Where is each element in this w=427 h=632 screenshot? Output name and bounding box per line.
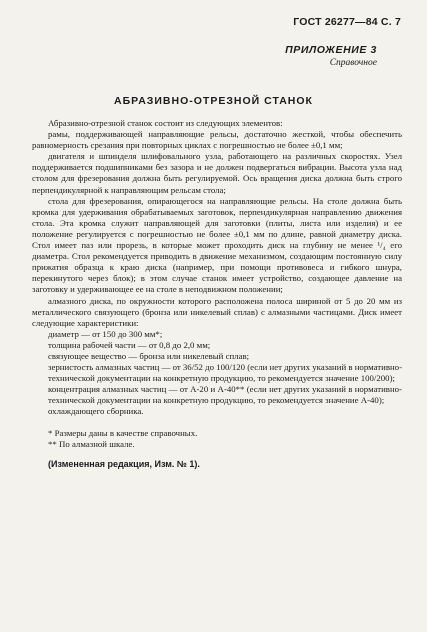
footnote: ** По алмазной шкале. [48,438,135,449]
spec-item: диаметр — от 150 до 300 мм*; [48,328,163,339]
paragraph: двигателя и шпинделя шлифовального узла, работающего на различных скоростях. Узел поддерживается подшипниками без зазора и не должен подвергаться вибрации. Высота узла над столом для фрезерования должна быть регулируемой. Ось вращения диска должна быть строго перпендикулярной к направляющим рельсам стола; [32,151,402,195]
spec-item: связующее вещество — бронза или никелевый сплав; [48,350,250,361]
section-title: АБРАЗИВНО-ОТРЕЗНОЙ СТАНОК [114,95,313,107]
spec-item: зернистость алмазных частиц — от 36/52 до 100/120 (если нет других указаний в нормативно-технической документации на конкретную продукцию, то рекомендуется значение 100/200); [48,362,403,384]
footnote: * Размеры даны в качестве справочных. [48,427,198,438]
appendix-label: ПРИЛОЖЕНИЕ 3 [285,44,377,56]
footnotes [32,428,402,450]
appendix-note: Справочное [329,58,377,68]
standard-reference: ГОСТ 26277—84 С. 7 [293,16,401,28]
spec-item: толщина рабочей части — от 0,8 до 2,0 мм; [48,339,211,350]
disk-spec-list [32,329,402,418]
paragraph: Абразивно-отрезной станок состоит из следующих элементов: [48,118,283,128]
paragraph: стола для фрезерования, опирающегося на направляющие рельсы. На столе должна быть кромка для удерживания обрабатываемых заготовок, перпендикулярная направлению движения стола. Эта кромка служит направляющей для заготовки (плиты, листа или изделия) и ее положение регулируется с погрешностью не более ±0,1 мм по длине, равной диаметру диска. Стол имеет паз или прорезь, в которые может проходить диск на глубину не менее ¹/₄ его диаметра. Стол рекомендуется приводить в движение механизмом, создающим постоянную силу прижатия образца к краю диска (например, при помощи противовеса и гибкого шнура, перекинутого через блок); в этом случае станок имеет устройство, создающее давление на заготовку и удерживающее ее на столе в неподвижном положении; [32,195,402,295]
spec-item: концентрация алмазных частиц — от А-20 и А-40** (если нет других указаний в нормативно-технической документации на конкретную продукцию, то рекомендуется значение А-40); [48,384,402,406]
document-body [32,118,402,470]
paragraph: рамы, поддерживающей направляющие рельсы, достаточно жесткой, чтобы обеспечить равномерность срезания при повторных циклах с погрешностью не более ±0,1 мм; [32,129,402,151]
paragraph: алмазного диска, по окружности которого расположена полоса шириной от 5 до 20 мм из металлического связующего (бронза или никелевый сплав) с алмазными частицами. Диск имеет следующие характеристики: [32,295,402,328]
spec-item: охлаждающего сборника. [48,406,144,417]
edition-note: (Измененная редакция, Изм. № 1). [48,458,200,469]
